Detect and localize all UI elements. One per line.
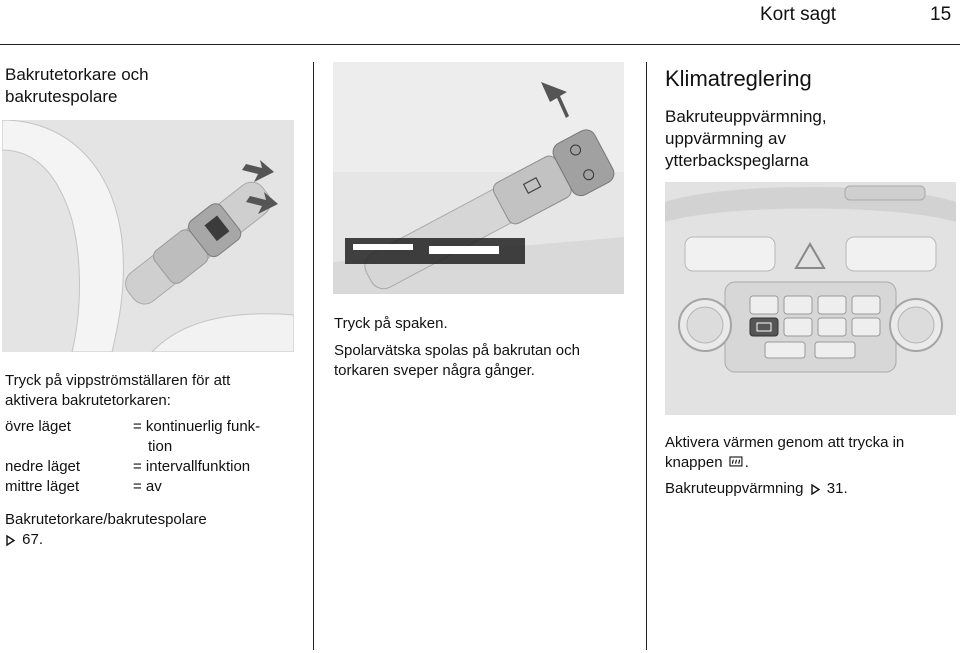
header-rule [0,44,960,45]
climate-instruction-button-text: knappen [665,454,723,471]
row-label-upper: övre läget [5,418,71,435]
page-number: 15 [930,4,952,25]
climate-reference-page: 31. [826,480,848,497]
row-label-middle: mittre läget [5,478,80,495]
washer-lever-drawing [333,62,624,294]
illustration-climate-panel [665,182,956,415]
wiper-reference-page: 67. [22,531,44,548]
page-reference-icon [810,484,821,495]
page-reference-icon [5,535,16,546]
section-heading-wiper: Bakrutetorkare och bakrutespolare [5,65,149,106]
row-value-middle: = av [133,478,162,495]
row-label-lower: nedre läget [5,458,81,475]
rear-window-heating-icon [729,456,743,470]
washer-description: Spolarvätska spolas på bakrutan och torkaren sveper några gånger. [334,342,580,379]
row-value-upper-cont: tion [148,438,173,455]
row-value-upper: = kontinuerlig funk- [133,418,261,435]
climate-subheading: Bakruteuppvärmning, uppvärmning av ytterbackspeglarna [665,107,827,170]
climate-reference: Bakruteuppvärmning 31. [665,480,848,497]
climate-instruction-period: . [744,454,749,471]
climate-instruction: Aktivera värmen genom att trycka in knappen . [665,434,905,471]
wiper-reference: Bakrutetorkare/bakrutespolare 67. [5,511,207,548]
row-value-lower: = intervallfunktion [133,458,251,475]
page-header-title: Kort sagt [760,4,837,25]
wiper-lever-drawing [2,120,294,352]
column-divider-1 [313,62,314,650]
washer-instruction: Tryck på spaken. [334,315,448,332]
wiper-intro: Tryck på vippströmställaren för att aktivera bakrutetorkaren: [5,372,231,409]
illustration-wiper-lever [2,120,294,352]
illustration-washer-lever [333,62,624,294]
column-divider-2 [646,62,647,650]
section-heading-climate: Klimatreglering [665,66,812,91]
climate-panel-drawing [665,182,956,415]
